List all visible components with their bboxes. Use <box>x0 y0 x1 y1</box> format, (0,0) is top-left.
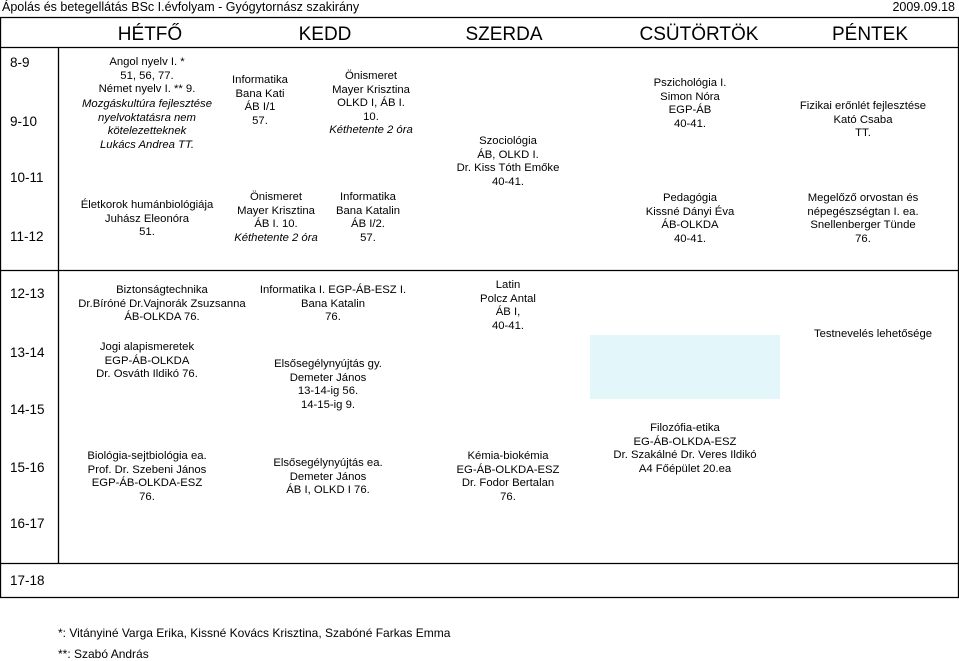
class-cell-fizikai <box>788 100 938 141</box>
cell-line: Testnevelés lehetősége <box>813 328 933 340</box>
day-header-thursday: CSÜTÖRTÖK <box>639 24 759 45</box>
class-cell-biologia <box>72 450 222 504</box>
cell-line: Jogi alapismeretek <box>99 341 195 353</box>
class-cell-pedagogia <box>625 192 755 246</box>
cell-line: Pszichológia I. <box>653 77 727 89</box>
cell-line: EGP-ÁB-OLKDA-ESZ <box>91 477 203 490</box>
cell-line: 10. <box>363 110 379 123</box>
time-slot: 11-12 <box>10 229 44 244</box>
cell-line: Elsősegélynyújtás ea. <box>273 457 383 469</box>
time-slot: 12-13 <box>10 286 45 301</box>
cell-line: 40-41. <box>491 319 525 332</box>
time-slot: 15-16 <box>10 460 45 475</box>
cell-line: 76. <box>855 232 871 245</box>
time-slot: 14-15 <box>10 402 45 417</box>
cell-line: Német nyelv I. ** 9. <box>98 83 196 96</box>
footnote: **: Szabó András <box>58 647 149 661</box>
cell-line: EG-ÁB-OLKDA-ESZ <box>456 463 560 476</box>
cell-line: 76. <box>325 311 341 324</box>
class-cell-onismeret-1 <box>316 70 426 138</box>
class-cell-testneveles <box>788 328 958 342</box>
cell-line: TT. <box>855 127 871 140</box>
cell-line: népegészségtan I. ea. <box>807 205 919 218</box>
cell-line: Mozgáskultúra fejlesztése <box>82 98 212 110</box>
cell-line: Lukács Andrea TT. <box>100 138 194 151</box>
class-cell-informatika-1 <box>225 74 295 128</box>
cell-line: 76. <box>139 490 155 503</box>
class-cell-angol <box>66 56 228 97</box>
day-header-friday: PÉNTEK <box>831 24 909 45</box>
cell-line: 40-41. <box>673 232 707 245</box>
class-cell-informatika-3 <box>248 284 418 325</box>
class-cell-szociologia <box>445 135 571 189</box>
cell-line: Dr.Bíróné Dr.Vajnorák Zsuzsanna <box>78 297 246 310</box>
day-header-wednesday: SZERDA <box>465 24 543 45</box>
time-slot: 9-10 <box>10 114 38 129</box>
cell-line: Szociológia <box>479 135 537 147</box>
cell-line: Informatika I. EGP-ÁB-ESZ I. <box>259 284 407 296</box>
cell-line: Önismeret <box>249 191 303 203</box>
cell-line: Dr. Fodor Bertalan <box>461 477 555 490</box>
cell-line: Bana Kati <box>235 87 285 100</box>
cell-line: nyelvoktatásra nem <box>98 111 196 124</box>
cell-line: Pedagógia <box>662 192 718 204</box>
cell-line: Filozófia-etika <box>650 422 720 434</box>
class-cell-eletkorok <box>66 199 228 240</box>
class-cell-informatika-2 <box>325 191 411 245</box>
cell-line: ÁB, OLKD I. <box>477 148 539 161</box>
class-cell-jogi <box>72 341 222 382</box>
cell-line: Fizikai erőnlét fejlesztése <box>799 100 927 112</box>
cell-line: Informatika <box>340 191 396 203</box>
cell-line: EG-ÁB-OLKDA-ESZ <box>633 435 737 448</box>
cell-line: Simon Nóra <box>660 90 720 103</box>
cell-line: Életkorok humánbiológiája <box>80 199 214 211</box>
cell-line: Kissné Dányi Éva <box>645 205 735 218</box>
cell-line: 40-41. <box>673 117 707 130</box>
time-slot: 16-17 <box>10 516 45 531</box>
cell-line: Latin <box>495 279 521 291</box>
cell-line: 76. <box>500 490 516 503</box>
cell-line: Kéthetente 2 óra <box>234 231 318 244</box>
cell-line: 57. <box>360 231 376 244</box>
cell-line: Snellenberger Tünde <box>810 219 916 232</box>
time-slot: 8-9 <box>10 55 30 70</box>
cell-line: Dr. Kiss Tóth Emőke <box>456 162 560 175</box>
cell-line: ÁB I. 10. <box>254 218 298 231</box>
time-slot: 13-14 <box>10 345 45 360</box>
cell-line: Informatika <box>232 74 288 86</box>
time-slot: 10-11 <box>10 170 44 185</box>
cell-line: Demeter János <box>289 470 367 483</box>
cell-line: Dr. Szakálné Dr. Veres Ildikó <box>613 449 757 462</box>
cell-line: 57. <box>252 114 268 127</box>
day-header-tuesday: KEDD <box>298 24 352 45</box>
class-cell-elsosegely-ea <box>258 457 398 498</box>
cell-line: Kéthetente 2 óra <box>329 124 413 137</box>
class-cell-mozgaskultura <box>66 98 228 152</box>
cell-line: Polcz Antal <box>480 292 536 305</box>
cell-line: 14-15-ig 9. <box>300 398 355 411</box>
class-cell-elsosegely-gy <box>258 358 398 412</box>
cell-line: ÁB-OLKDA 76. <box>124 311 200 324</box>
footnote: *: Vitányiné Varga Erika, Kissné Kovács Krisztina, Szabóné Farkas Emma <box>58 626 451 640</box>
class-cell-kemia <box>438 450 578 504</box>
class-cell-latin <box>445 279 571 333</box>
cell-line: Mayer Krisztina <box>332 83 410 96</box>
cell-line: 40-41. <box>491 175 525 188</box>
cell-line: EGP-ÁB <box>668 104 712 117</box>
cell-line: ÁB I, <box>495 306 521 319</box>
cell-line: kötelezetteknek <box>107 125 187 138</box>
class-cell-pszichologia <box>625 77 755 131</box>
class-cell-onismeret-2 <box>226 191 326 245</box>
cell-line: 51. <box>139 226 155 239</box>
cell-line: Kató Csaba <box>833 113 893 126</box>
cell-line: Bana Katalin <box>300 297 366 310</box>
cell-line: A4 Főépület 20.ea <box>638 462 732 475</box>
cell-line: Demeter János <box>289 371 367 384</box>
cell-line: Kémia-biokémia <box>467 450 549 462</box>
cell-line: 51, 56, 77. <box>120 69 174 82</box>
cell-line: OLKD I, ÁB I. <box>337 97 405 110</box>
cell-line: Prof. Dr. Szebeni János <box>87 463 207 476</box>
cell-line: Megelőző orvostan és <box>807 192 919 204</box>
time-slot: 17-18 <box>10 573 45 588</box>
cell-line: Dr. Osváth Ildikó 76. <box>96 368 198 381</box>
class-cell-biztonsagtechnika <box>72 284 252 325</box>
cell-line: Önismeret <box>344 70 398 82</box>
cell-line: Biztonságtechnika <box>116 284 208 296</box>
cell-line: Juhász Eleonóra <box>104 212 190 225</box>
cell-line: EGP-ÁB-OLKDA <box>104 354 190 367</box>
cell-line: Mayer Krisztina <box>237 204 315 217</box>
cell-line: ÁB I/1 <box>244 101 276 114</box>
highlighted-slot <box>590 335 780 399</box>
date-label: 2009.09.18 <box>892 0 955 14</box>
cell-line: ÁB I, OLKD I 76. <box>286 484 370 497</box>
cell-line: ÁB-OLKDA <box>661 219 719 232</box>
class-cell-filozofia <box>600 422 770 476</box>
cell-line: 13-14-ig 56. <box>297 385 359 398</box>
cell-line: Bana Katalin <box>335 204 401 217</box>
cell-line: Biológia-sejtbiológia ea. <box>87 450 207 462</box>
program-title: Ápolás és betegellátás BSc I.évfolyam - Gyógytornász szakirány <box>2 0 360 14</box>
cell-line: Elsősegélynyújtás gy. <box>274 358 382 370</box>
cell-line: Angol nyelv I. * <box>109 56 185 68</box>
class-cell-megelozo <box>788 192 938 246</box>
day-header-monday: HÉTFŐ <box>117 24 183 45</box>
cell-line: ÁB I/2. <box>351 218 385 231</box>
